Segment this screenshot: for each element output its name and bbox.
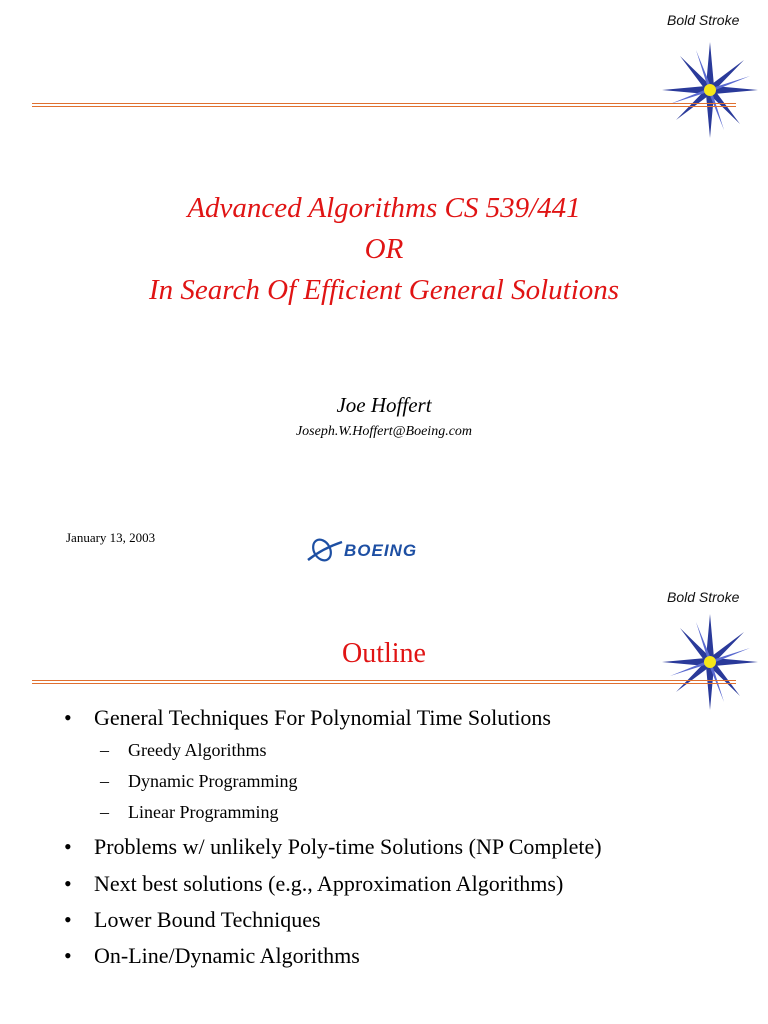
brand-label-slide2: Bold Stroke — [667, 589, 740, 605]
bullet-text: General Techniques For Polynomial Time Solutions — [94, 705, 551, 730]
bullet-item — [64, 943, 360, 969]
brand-label-slide1: Bold Stroke — [667, 12, 740, 28]
title-line-2: OR — [364, 233, 404, 265]
bullet-item — [64, 871, 563, 897]
dash-glyph: – — [100, 802, 109, 822]
title-line-1: Advanced Algorithms CS 539/441 — [187, 192, 581, 224]
sub-bullet-text: Dynamic Programming — [128, 771, 298, 791]
bullet-item — [64, 907, 321, 933]
bullet-glyph: • — [64, 871, 72, 896]
presentation-date: January 13, 2003 — [66, 530, 156, 545]
dash-glyph: – — [100, 740, 109, 760]
slide1-title — [0, 188, 768, 311]
bullet-item — [64, 705, 551, 731]
author-email: Joseph.W.Hoffert@Boeing.com — [295, 424, 473, 439]
sub-bullet-item — [100, 740, 266, 761]
sub-bullet-text: Linear Programming — [128, 802, 279, 822]
header-rule-slide1 — [32, 103, 736, 107]
bullet-item — [64, 834, 602, 860]
bullet-text: Next best solutions (e.g., Approximation Algorithms) — [94, 871, 564, 896]
outline-title: Outline — [342, 638, 426, 669]
bullet-glyph: • — [64, 907, 72, 932]
dash-glyph: – — [100, 771, 109, 791]
header-rule-slide2 — [32, 680, 736, 684]
sub-bullet-item — [100, 771, 297, 792]
boeing-logo — [306, 530, 466, 570]
bullet-text: On-Line/Dynamic Algorithms — [94, 943, 360, 968]
logo-text: BOEING — [344, 541, 418, 560]
bold-stroke-star-icon — [660, 40, 760, 140]
bullet-text: Lower Bound Techniques — [94, 907, 321, 932]
title-line-3: In Search Of Efficient General Solutions — [148, 274, 620, 306]
sub-bullet-text: Greedy Algorithms — [128, 740, 267, 760]
author-name: Joe Hoffert — [336, 393, 432, 417]
bullet-text: Problems w/ unlikely Poly-time Solutions (NP Complete) — [94, 834, 602, 859]
bullet-glyph: • — [64, 834, 72, 859]
sub-bullet-item — [100, 802, 278, 823]
bullet-glyph: • — [64, 705, 72, 730]
bullet-glyph: • — [64, 943, 72, 968]
